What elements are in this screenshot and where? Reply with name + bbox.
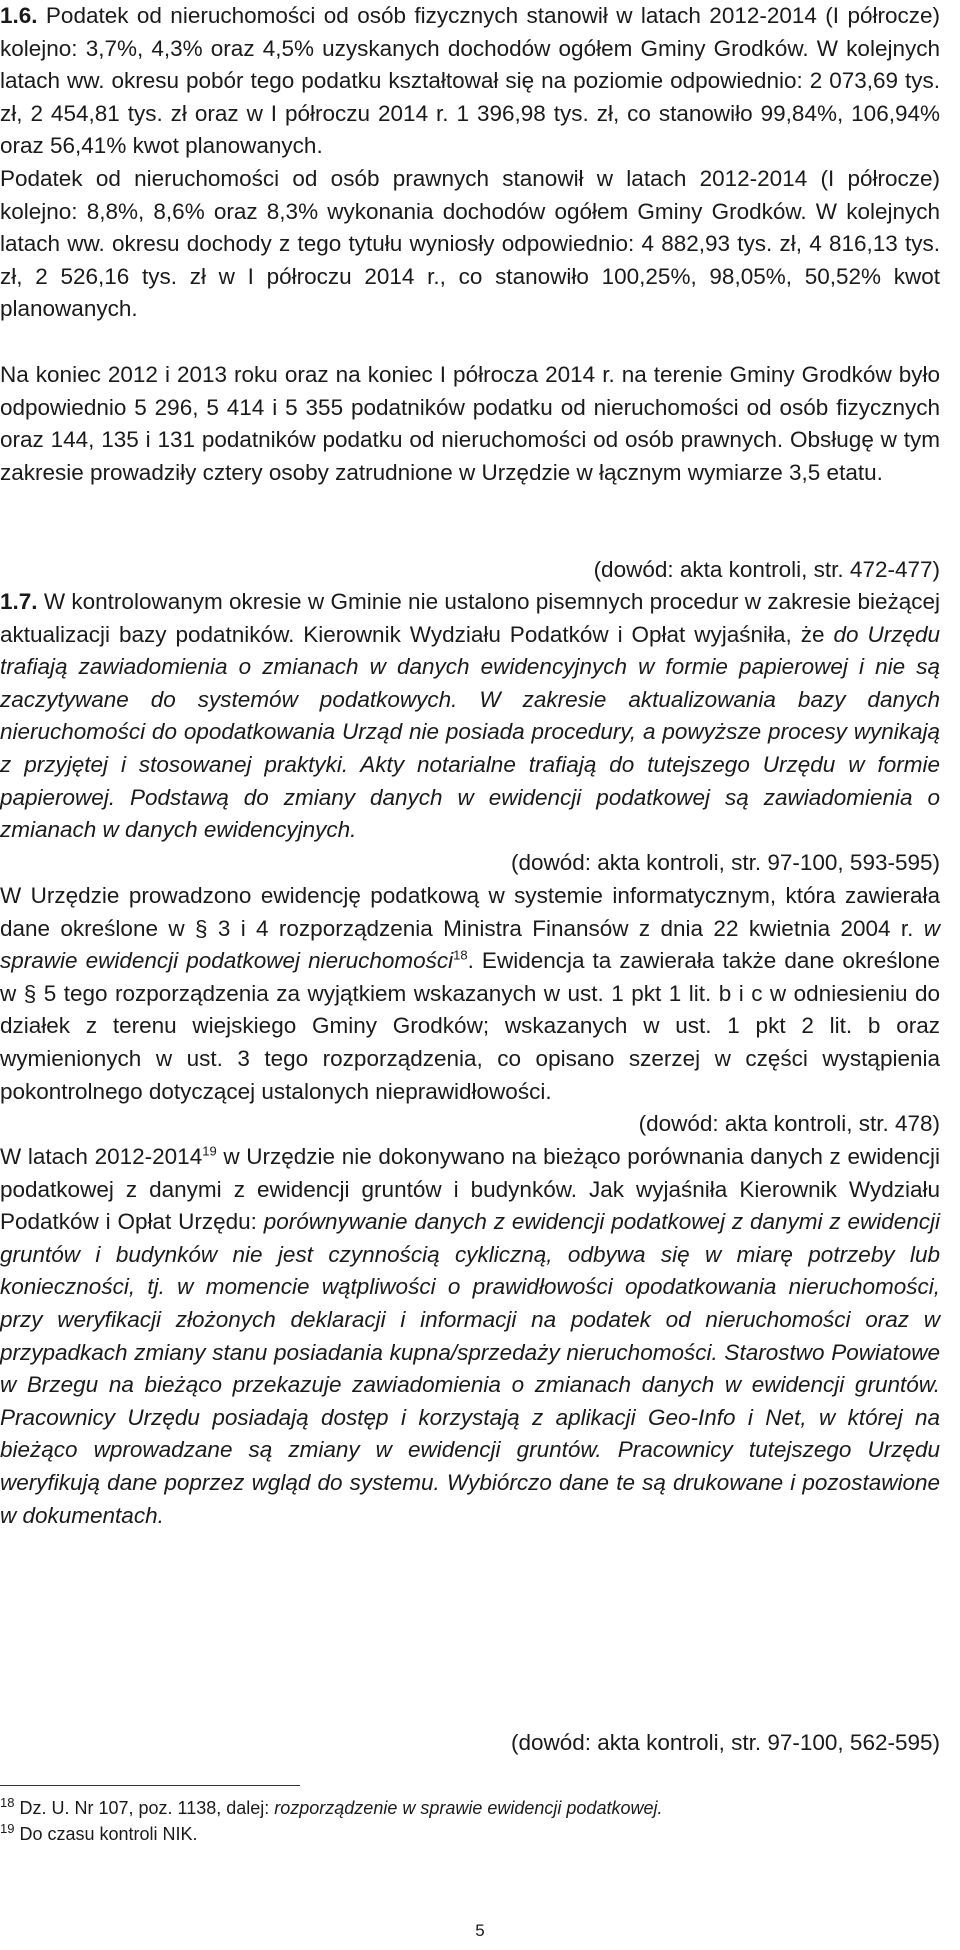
section-1-6-paragraph-1: [0, 0, 940, 163]
footnote-ref-19[interactable]: 19: [202, 1143, 217, 1159]
section-1-6-paragraph-2: [0, 163, 940, 326]
paragraph-text: . Ewidencja ta zawierała także dane określone w § 5 tego rozporządzenia za wyjątkiem wskazanych w ust. 1 pkt 1 lit. b i c w odniesieniu do działek z terenu wiejskiego Gminy Grodków; wskazanych w ust. 1 pkt 2 lit. b oraz wymienionych w ust. 3 tego rozporządzenia, co opisano szerzej w części wystąpienia pokontrolnego dotyczącej ustalonych nieprawidłowości.: [0, 948, 940, 1104]
section-1-6-paragraph-3: [0, 359, 940, 489]
quoted-explanation: do Urzędu trafiają zawiadomienia o zmianach w danych ewidencyjnych w formie papierowej i nie są zaczytywane do systemów podatkowych. W zakresie aktualizowania bazy danych nieruchomości do opodatkowania Urząd nie posiada procedury, a powyższe procesy wynikają z przyjętej i stosowanej praktyki. Akty notarialne trafiają do tutejszego Urzędu w formie papierowej. Podstawą do zmiany danych w ewidencji podatkowej są zawiadomienia o zmianach w danych ewidencyjnych.: [0, 621, 940, 843]
paragraph-text: W Urzędzie prowadzono ewidencję podatkową w systemie informatycznym, która zawierała dane określone w § 3 i 4 rozporządzenia Ministra Finansów z dnia 22 kwietnia 2004 r.: [0, 883, 940, 941]
paragraph-text: w Urzędzie nie dokonywano na bieżąco porównania danych z ewidencji podatkowej z danymi z ewidencji gruntów i budynków. Jak wyjaśniła Kierownik Wydziału Podatków i Opłat Urzędu:: [0, 1144, 940, 1235]
footnote-19: [0, 1821, 662, 1847]
footnote-text: Do czasu kontroli NIK.: [14, 1824, 198, 1844]
paragraph-text: Podatek od nieruchomości od osób prawnych stanowił w latach 2012-2014 (I półrocze) kolejno: 8,8%, 8,6% oraz 8,3% wykonania dochodów ogółem Gminy Grodków. W kolejnych latach ww. okresu dochody z tego tytułu wyniosły odpowiednio: 4 882,93 tys. zł, 4 816,13 tys. zł, 2 526,16 tys. zł w I półroczu 2014 r., co stanowiło 100,25%, 98,05%, 50,52% kwot planowanych.: [0, 166, 940, 322]
paragraph-text: W latach 2012-2014: [0, 1144, 203, 1169]
quoted-explanation: porównywanie danych z ewidencji podatkowej z danymi z ewidencji gruntów i budynków nie jest czynnością cykliczną, odbywa się w miarę potrzeby lub konieczności, tj. w momencie wątpliwości o prawidłowości opodatkowania nieruchomości, przy weryfikacji złożonych deklaracji i informacji na podatek od nieruchomości oraz w przypadkach zmiany stanu posiadania kupna/sprzedaży nieruchomości. Starostwo Powiatowe w Brzegu na bieżąco przekazuje zawiadomienia o zmianach danych w ewidencji gruntów. Pracownicy Urzędu posiadają dostęp i korzystają z aplikacji Geo-Info i Net, w której na bieżąco wprowadzane są zmiany w ewidencji gruntów. Pracownicy tutejszego Urzędu weryfikują dane poprzez wgląd do systemu. Wybiórczo dane te są drukowane i pozostawione w dokumentach.: [0, 1209, 940, 1528]
regulation-title: w sprawie ewidencji podatkowej nieruchomości: [0, 915, 940, 974]
footnote-ref-18[interactable]: 18: [453, 947, 468, 963]
footnote-number: 19: [0, 1821, 15, 1836]
footnote-italic-text: rozporządzenie w sprawie ewidencji podatkowej.: [274, 1798, 663, 1818]
paragraph-text: Podatek od nieruchomości od osób fizycznych stanowił w latach 2012-2014 (I półrocze) kolejno: 3,7%, 4,3% oraz 4,5% uzyskanych dochodów ogółem Gminy Grodków. W kolejnych latach ww. okresu pobór tego podatku kształtował się na poziomie odpowiednio: 2 073,69 tys. zł, 2 454,81 tys. zł oraz w I półroczu 2014 r. 1 396,98 tys. zł, co stanowiło 99,84%, 106,94% oraz 56,41% kwot planowanych.: [0, 3, 940, 159]
paragraph-text: W kontrolowanym okresie w Gminie nie ustalono pisemnych procedur w zakresie bieżącej aktualizacji bazy podatników. Kierownik Wydziału Podatków i Opłat wyjaśniła, że: [0, 589, 940, 647]
section-1-7-paragraph-3: [0, 1141, 940, 1532]
evidence-reference: (dowód: akta kontroli, str. 97-100, 562-595): [511, 1730, 940, 1755]
footnote-18: [0, 1795, 662, 1821]
section-number: 1.7.: [0, 589, 38, 614]
footnotes: [0, 1795, 662, 1847]
evidence-reference: (dowód: akta kontroli, str. 478): [638, 1111, 940, 1136]
evidence-reference: (dowód: akta kontroli, str. 472-477): [593, 557, 940, 582]
paragraph-text: Na koniec 2012 i 2013 roku oraz na koniec I półrocza 2014 r. na terenie Gminy Grodków było odpowiednio 5 296, 5 414 i 5 355 podatników podatku od nieruchomości od osób fizycznych oraz 144, 135 i 131 podatników podatku od nieruchomości od osób prawnych. Obsługę w tym zakresie prowadziły cztery osoby zatrudnione w Urzędzie w łącznym wymiarze 3,5 etatu.: [0, 362, 940, 485]
section-number: 1.6.: [0, 3, 38, 28]
footnote-number: 18: [0, 1795, 15, 1810]
evidence-reference: (dowód: akta kontroli, str. 97-100, 593-595): [511, 850, 940, 875]
section-1-7-paragraph-1: [0, 586, 940, 847]
footnote-text: Dz. U. Nr 107, poz. 1138, dalej:: [14, 1798, 275, 1818]
page-number: 5: [475, 1921, 485, 1940]
section-1-7-paragraph-2: [0, 880, 940, 1108]
footnote-separator: [0, 1785, 300, 1786]
